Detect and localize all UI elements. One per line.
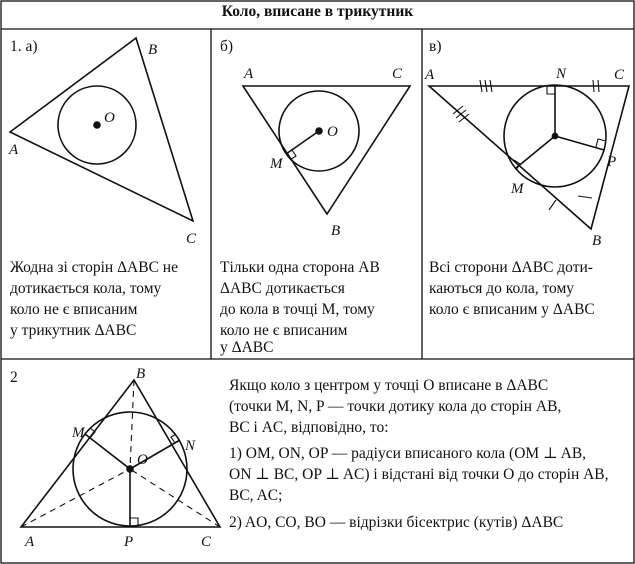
description-line: BC і AC, відповідно, то: [229,419,389,436]
description-line: BC, AC; [229,487,283,504]
caption-line: Тільки одна сторона AB [220,259,380,276]
center-point-1c [552,133,557,138]
label-1b-a: A [244,66,254,82]
radius-om-2 [85,434,130,469]
label-1c-a: A [425,67,435,83]
radius-om-1b [286,131,319,154]
caption-line: Жодна зі сторін ΔABC не [10,259,178,276]
label-1c-n: N [556,66,567,82]
caption-line: коло не є вписаним [220,322,348,339]
label-1b-m: M [270,156,283,172]
description-line: 2) AO, CO, BO — відрізки бісектрис (кутів) ΔABC [229,514,564,531]
section-label-1c: в) [429,38,442,55]
label-2-b: B [136,366,146,382]
description-line: 1) OM, ON, OP — радіуси вписаного кола (OM ⊥ AB, [229,445,587,462]
label-2-o: O [137,452,148,468]
description-line: Якщо коло з центром у точці O вписане в ΔABC [229,377,549,394]
label-2-a: A [25,534,35,550]
label-1c-c: C [614,67,625,83]
label-1a-b: B [148,42,158,58]
figure-1b [243,86,410,214]
label-2-n: N [185,438,196,454]
label-2-m: M [72,425,85,441]
label-1a-o: O [104,110,115,126]
triangle-abc-1b [243,86,410,214]
label-1c-m: M [511,181,524,197]
figure-1c [429,80,629,229]
page-title: Коло, вписане в трикутник [221,3,414,20]
caption-line: ΔABC дотикається [220,280,345,297]
label-1b-c: C [392,66,403,82]
triangle-abc-1a [10,38,193,221]
caption-line: до кола в точці M, тому [220,301,375,318]
right-angle-n-1c [547,86,555,94]
caption-line: дотикається кола, тому [10,280,162,297]
label-2-p: P [124,534,134,550]
center-point-1b [316,128,322,134]
caption-line: Всі сторони ΔABC доти- [429,259,593,276]
section-label-2: 2 [10,369,18,386]
figure-1a [10,38,193,221]
label-1a-a: A [9,142,19,158]
label-1c-p: P [607,154,617,170]
caption-line: каються до кола, тому [429,280,575,297]
label-1a-c: C [186,231,197,247]
section-label-1a: 1. а) [10,38,38,55]
caption-line: у трикутник ΔABC [10,322,137,339]
description-line: (точки M, N, P — точки дотику кола до сторін AB, [229,398,562,415]
caption-line: у ΔABC [220,339,274,356]
center-point-1a [94,122,100,128]
caption-line: коло не є вписаним [10,301,138,318]
label-2-c: C [201,534,212,550]
description-line: ON ⊥ BC, OP ⊥ AC) і відстані від точки O до сторін AB, [229,466,609,483]
tick-marks-1c [453,80,599,210]
section-label-1b: б) [220,38,234,55]
center-point-2 [127,466,133,472]
label-1c-b: B [592,233,602,249]
label-1b-o: O [327,124,338,140]
caption-line: коло є вписаним у ΔABC [429,301,595,318]
label-1b-b: B [331,223,341,239]
radius-om-1c [516,136,555,168]
